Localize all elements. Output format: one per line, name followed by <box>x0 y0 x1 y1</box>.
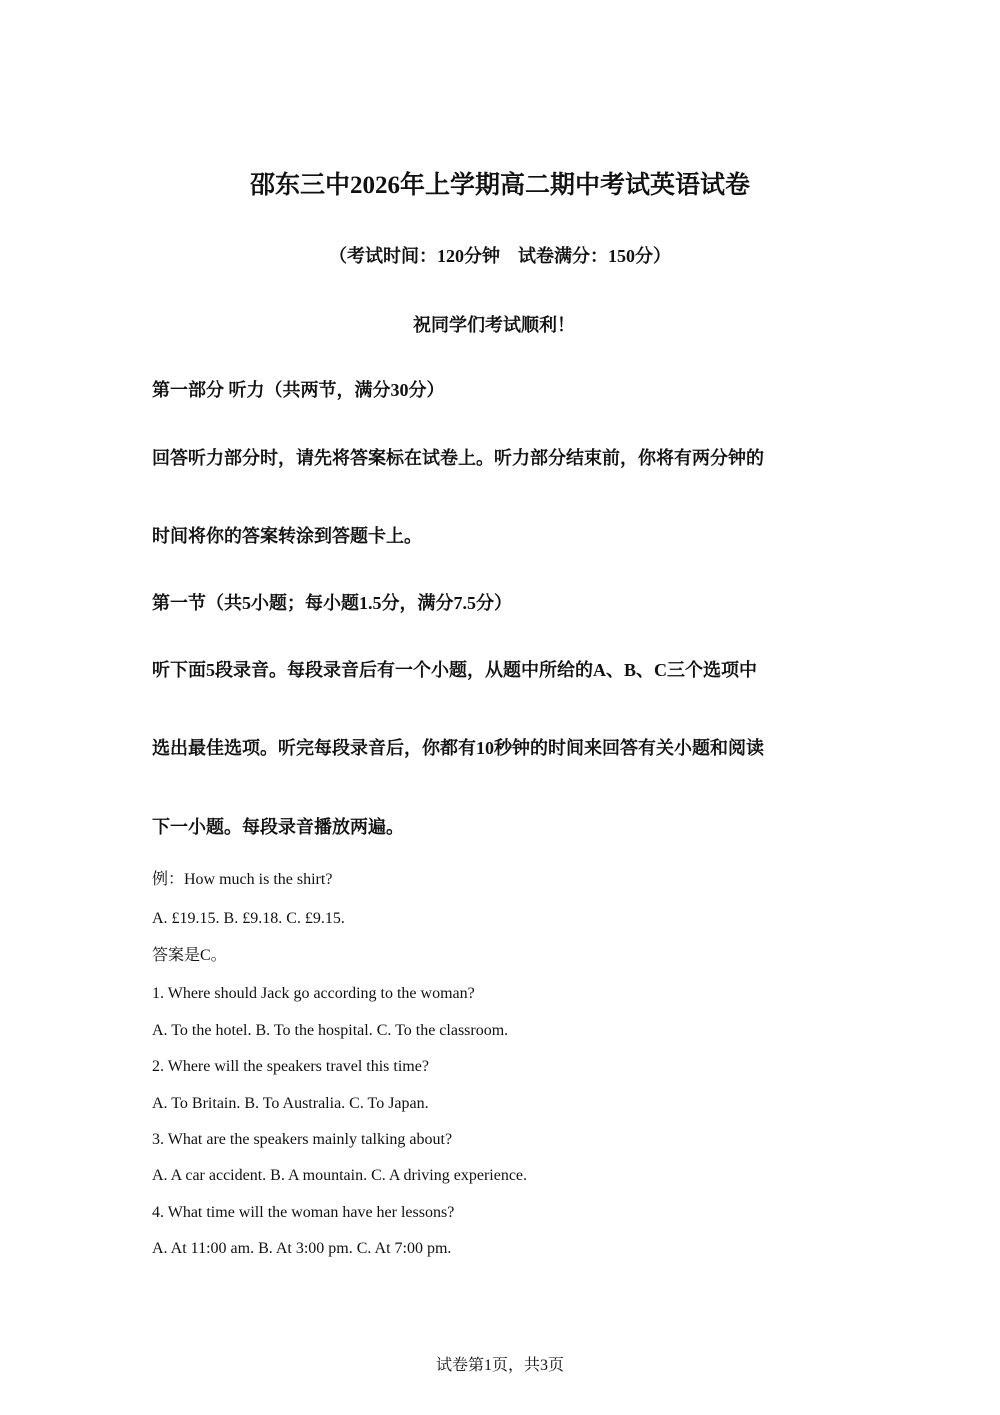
part1-instruction-line2: 时间将你的答案转涂到答题卡上。 <box>152 526 422 546</box>
example-options: A. £19.15. B. £9.18. C. £9.15. <box>152 910 345 927</box>
question-3: 3. What are the speakers mainly talking about? <box>152 1131 453 1148</box>
question-4-options: A. At 11:00 am. B. At 3:00 pm. C. At 7:00 pm. <box>152 1240 452 1257</box>
section1-instruction-line3: 下一小题。每段录音播放两遍。 <box>152 817 404 837</box>
question-2: 2. Where will the speakers travel this time? <box>152 1058 429 1075</box>
section1-heading: 第一节（共5小题；每小题1.5分，满分7.5分） <box>152 593 512 613</box>
example-answer: 答案是C。 <box>152 947 227 964</box>
part1-heading: 第一部分 听力（共两节，满分30分） <box>152 380 445 400</box>
example-question: 例：How much is the shirt? <box>152 871 333 888</box>
question-3-options: A. A car accident. B. A mountain. C. A driving experience. <box>152 1167 528 1184</box>
question-2-options: A. To Britain. B. To Australia. C. To Japan. <box>152 1095 429 1112</box>
good-luck-text: 祝同学们考试顺利！ <box>413 315 575 335</box>
page-footer: 试卷第1页，共3页 <box>435 1357 564 1374</box>
exam-title: 邵东三中2026年上学期高二期中考试英语试卷 <box>249 172 750 199</box>
question-1-options: A. To the hotel. B. To the hospital. C. To the classroom. <box>152 1022 509 1039</box>
question-4: 4. What time will the woman have her lessons? <box>152 1204 455 1221</box>
part1-instruction-line1: 回答听力部分时，请先将答案标在试卷上。听力部分结束前，你将有两分钟的 <box>152 448 764 468</box>
exam-subtitle: （考试时间：120分钟 试卷满分：150分） <box>329 246 671 266</box>
question-1: 1. Where should Jack go according to the woman? <box>152 985 475 1002</box>
section1-instruction-line1: 听下面5段录音。每段录音后有一个小题，从题中所给的A、B、C三个选项中 <box>152 660 758 680</box>
section1-instruction-line2: 选出最佳选项。听完每段录音后，你都有10秒钟的时间来回答有关小题和阅读 <box>152 738 764 758</box>
